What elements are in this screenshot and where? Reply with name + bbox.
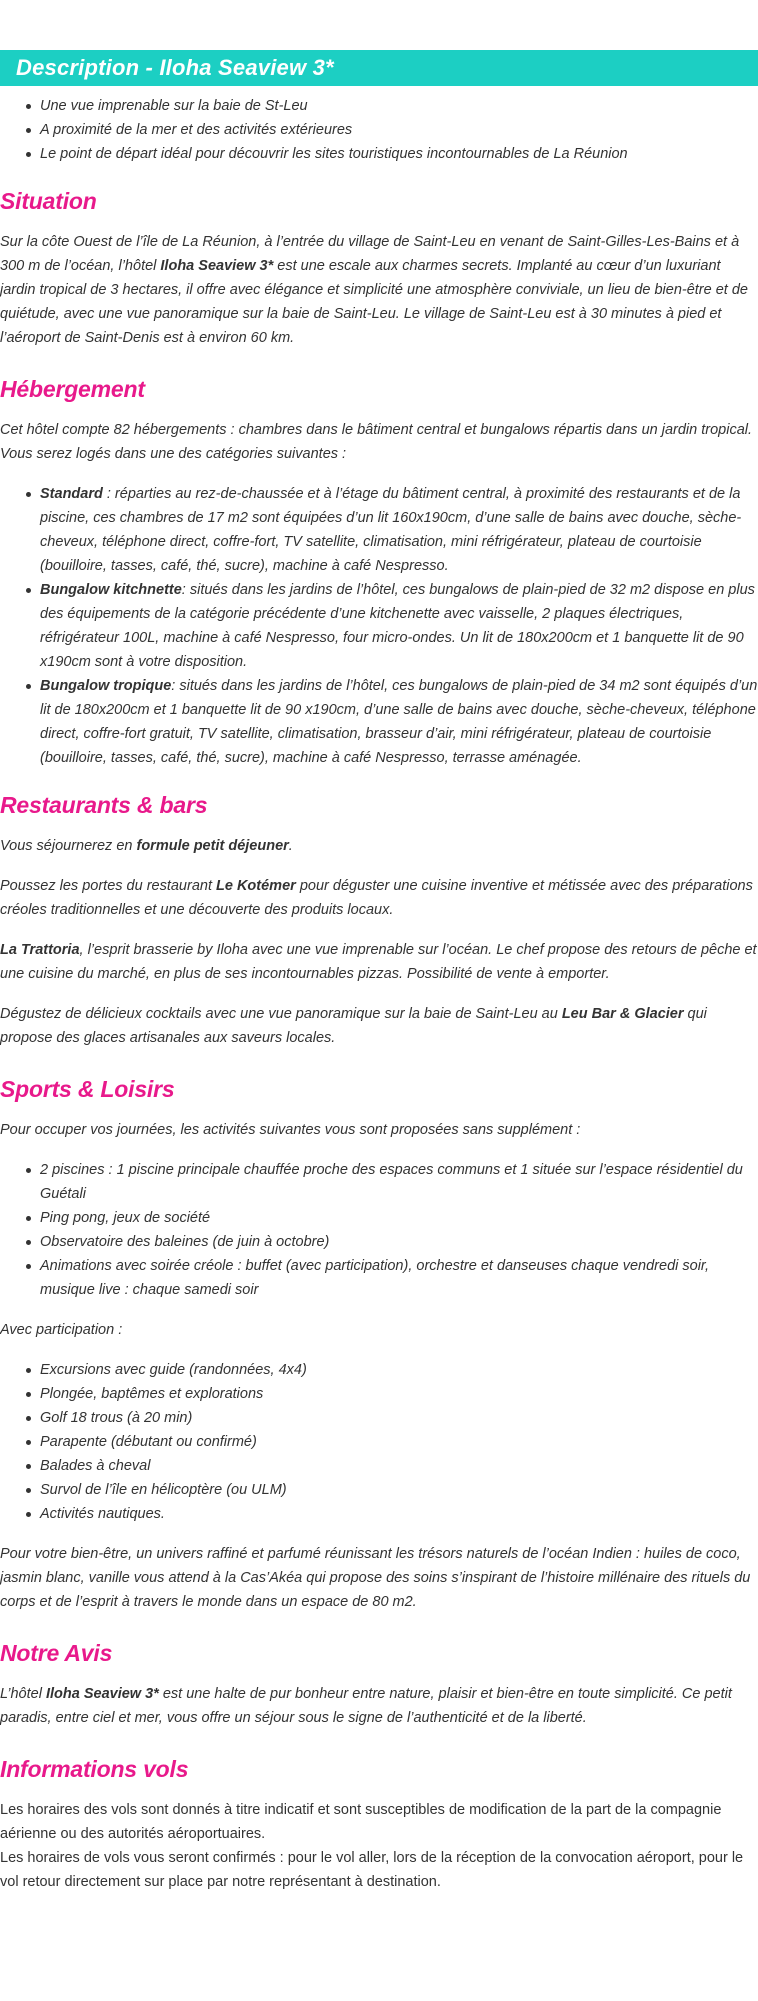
paid-activities-label: Avec participation : bbox=[0, 1322, 123, 1338]
paid-activities-list bbox=[0, 1358, 758, 1526]
free-activities-list bbox=[0, 1158, 758, 1302]
list-item: Standard : réparties au rez-de-chaussée et à l’étage du bâtiment central, à proximité des restaurants et de la piscine, ces chambres de 17 m2 sont équipées d’un lit 160x190cm, d’une salle de bains avec douche, sèche-cheveux, téléphone direct, coffre-fort, TV satellite, climatisation, mini réfrigérateur, plateau de courtoisie (bouilloire, tasses, café, thé, sucre), machine à café Nespresso. bbox=[40, 482, 758, 578]
description-banner bbox=[0, 50, 758, 86]
section-heading-restaurants: Restaurants & bars bbox=[0, 792, 208, 818]
section-heading-vols: Informations vols bbox=[0, 1756, 189, 1782]
page-title: Description - Iloha Seaview 3* bbox=[16, 55, 334, 80]
list-item: Balades à cheval bbox=[40, 1454, 758, 1478]
vols-paragraph-1: Les horaires des vols sont donnés à titre indicatif et sont susceptibles de modification de la part de la compagnie aérienne ou des autorités aéroportuaires. bbox=[0, 1802, 722, 1842]
content bbox=[0, 86, 758, 1894]
list-item: Activités nautiques. bbox=[40, 1502, 758, 1526]
situation-paragraph: Sur la côte Ouest de l’île de La Réunion, à l’entrée du village de Saint-Leu en venant de Saint-Gilles-Les-Bains et à 300 m de l’océan, l’hôtel Iloha Seaview 3* est une escale aux charmes secrets. Implanté au cœur d’un luxuriant jardin tropical de 3 hectares, il offre avec élégance et simplicité une atmosphère conviviale, un lieu de bien-être et de quiétude, avec une vue panoramique sur la baie de Saint-Leu. Le village de Saint-Leu est à 30 minutes à pied et l’aéroport de Saint-Denis est à environ 60 km. bbox=[0, 234, 748, 346]
list-item: Une vue imprenable sur la baie de St-Leu bbox=[40, 94, 758, 118]
sports-intro: Pour occuper vos journées, les activités suivantes vous sont proposées sans supplément : bbox=[0, 1122, 581, 1138]
restaurants-paragraph-2: Poussez les portes du restaurant Le Kotémer pour déguster une cuisine inventive et métissée avec des préparations créoles traditionnelles et une découverte des produits locaux. bbox=[0, 878, 753, 918]
section-heading-avis: Notre Avis bbox=[0, 1640, 113, 1666]
wellbeing-paragraph: Pour votre bien-être, un univers raffiné et parfumé réunissant les trésors naturels de l’océan Indien : huiles de coco, jasmin blanc, vanille vous attend à la Cas’Akéa qui propose des soins s’inspirant de l’histoire millénaire des rituels du corps et de l’esprit à travers le monde dans un espace de 80 m2. bbox=[0, 1546, 751, 1610]
list-item: Golf 18 trous (à 20 min) bbox=[40, 1406, 758, 1430]
list-item: Parapente (débutant ou confirmé) bbox=[40, 1430, 758, 1454]
list-item: Excursions avec guide (randonnées, 4x4) bbox=[40, 1358, 758, 1382]
intro-list bbox=[0, 94, 758, 166]
vols-paragraph-2: Les horaires de vols vous seront confirmés : pour le vol aller, lors de la réception de la convocation aéroport, pour le vol retour directement sur place par notre représentant à destination. bbox=[0, 1850, 744, 1890]
list-item: Animations avec soirée créole : buffet (avec participation), orchestre et danseuses chaque vendredi soir, musique live : chaque samedi soir bbox=[40, 1254, 758, 1302]
section-heading-sports: Sports & Loisirs bbox=[0, 1076, 175, 1102]
list-item: A proximité de la mer et des activités extérieures bbox=[40, 118, 758, 142]
list-item: Bungalow tropique: situés dans les jardins de l’hôtel, ces bungalows de plain-pied de 34 m2 sont équipés d’un lit de 180x200cm et 1 banquette lit de 90 x190cm, d’une salle de bains avec douche, sèche-cheveux, téléphone direct, coffre-fort gratuit, TV satellite, climatisation, brasseur d’air, mini réfrigérateur, plateau de courtoisie (bouilloire, tasses, café, thé, sucre), machine à café Nespresso, terrasse aménagée. bbox=[40, 674, 758, 770]
room-list bbox=[0, 482, 758, 770]
restaurants-paragraph-1: Vous séjournerez en formule petit déjeuner. bbox=[0, 838, 293, 854]
list-item: Le point de départ idéal pour découvrir les sites touristiques incontournables de La Réunion bbox=[40, 142, 758, 166]
section-heading-hebergement: Hébergement bbox=[0, 376, 145, 402]
list-item: 2 piscines : 1 piscine principale chauffée proche des espaces communs et 1 située sur l’espace résidentiel du Guétali bbox=[40, 1158, 758, 1206]
hebergement-intro: Cet hôtel compte 82 hébergements : chambres dans le bâtiment central et bungalows répartis dans un jardin tropical. Vous serez logés dans une des catégories suivantes : bbox=[0, 422, 753, 462]
avis-paragraph: L’hôtel Iloha Seaview 3* est une halte de pur bonheur entre nature, plaisir et bien-être en toute simplicité. Ce petit paradis, entre ciel et mer, vous offre un séjour sous le signe de l’authenticité et de la liberté. bbox=[0, 1686, 732, 1726]
list-item: Ping pong, jeux de société bbox=[40, 1206, 758, 1230]
list-item: Survol de l’île en hélicoptère (ou ULM) bbox=[40, 1478, 758, 1502]
restaurants-paragraph-3: La Trattoria, l’esprit brasserie by Iloha avec une vue imprenable sur l’océan. Le chef propose des retours de pêche et une cuisine du marché, en plus de ses incontournables pizzas. Possibilité de vente à emporter. bbox=[0, 942, 757, 982]
section-heading-situation: Situation bbox=[0, 188, 97, 214]
list-item: Plongée, baptêmes et explorations bbox=[40, 1382, 758, 1406]
list-item: Observatoire des baleines (de juin à octobre) bbox=[40, 1230, 758, 1254]
restaurants-paragraph-4: Dégustez de délicieux cocktails avec une vue panoramique sur la baie de Saint-Leu au Leu Bar & Glacier qui propose des glaces artisanales aux saveurs locales. bbox=[0, 1006, 707, 1046]
page bbox=[0, 50, 758, 1894]
list-item: Bungalow kitchnette: situés dans les jardins de l’hôtel, ces bungalows de plain-pied de 32 m2 dispose en plus des équipements de la catégorie précédente d’une kitchenette avec vaisselle, 2 plaques électriques, réfrigérateur 100L, machine à café Nespresso, four micro-ondes. Un lit de 180x200cm et 1 banquette lit de 90 x190cm sont à votre disposition. bbox=[40, 578, 758, 674]
